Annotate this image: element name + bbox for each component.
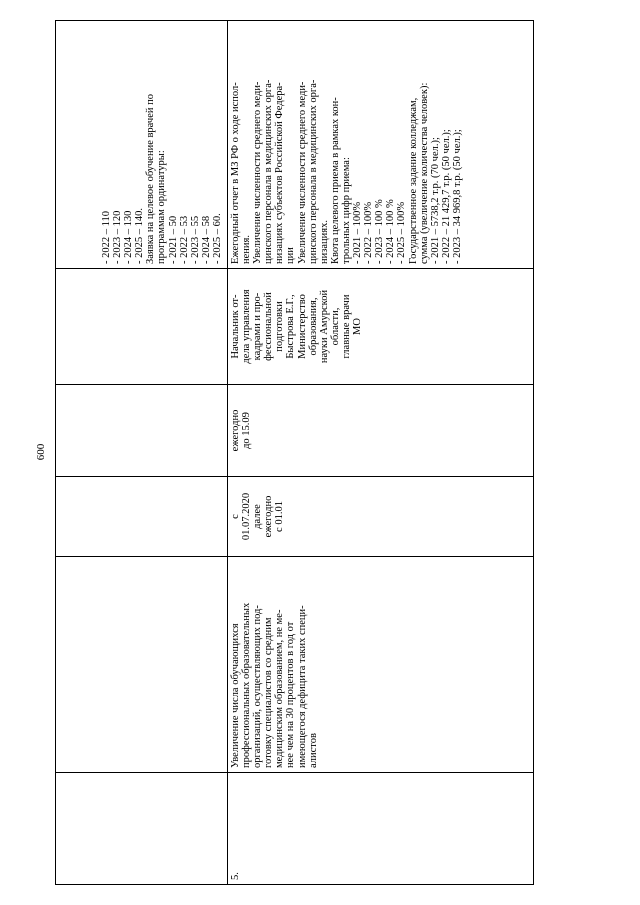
text-line: - 2021 – 5738,2 т.р. (70 чел.); (429, 137, 441, 264)
text-line: сумма (увеличение количества человек): (418, 82, 430, 264)
page-number: 600 (35, 443, 47, 461)
text-line: - 2023 – 100 % (374, 199, 386, 264)
text-line: ежегодно (230, 409, 241, 452)
text-line: - 2021 – 100% (352, 201, 364, 264)
text-line: Начальник от- (230, 294, 241, 359)
text-line: программам ординатуры: (156, 150, 168, 264)
text-line: нения. (241, 235, 253, 264)
text-line: низациях. (318, 220, 330, 264)
text-line: цинского персонала в медицинских орга- (263, 79, 275, 264)
text-line: образования, (307, 297, 319, 356)
text-line: - 2025 – 140. (134, 208, 146, 264)
row-number: 5. (230, 872, 241, 880)
text-line: организаций, осуществляющих под- (252, 605, 264, 768)
text-line: ции (285, 247, 297, 264)
table-border-left (55, 884, 534, 885)
col-divider-1 (55, 772, 534, 773)
text-line: - 2021 – 50 (167, 215, 179, 264)
text-line: Государственное задание колледжам, (407, 97, 419, 264)
text-line: Министерство (296, 294, 308, 359)
text-line: главные врачи (340, 294, 352, 359)
text-line: - 2023 – 55 (189, 215, 201, 264)
text-line: алистов (307, 733, 319, 768)
text-line: науки Амурской (318, 289, 330, 364)
text-line: области, (329, 307, 341, 346)
row2-responsible-cell (228, 269, 533, 384)
text-line: Увеличение численности среднего меди- (252, 81, 264, 264)
text-line: Квота целевого приема в рамках кон- (329, 97, 341, 264)
rotated-table (55, 20, 535, 885)
text-line: Увеличение численности среднего меди- (296, 81, 308, 264)
row2-number-cell (228, 773, 258, 884)
row2-result-cell (228, 21, 533, 268)
text-line: дела управления (241, 289, 253, 364)
text-line: - 2024 – 100 % (385, 199, 397, 264)
text-line: медицинским образованием, не ме- (274, 609, 286, 768)
text-line: низациях субъектов Российской Федера- (274, 82, 286, 264)
text-line: - 2023 – 34 969,8 т.р. (50 чел.); (451, 129, 463, 264)
text-line: - 2022 – 21 429,7 т.р. (50 чел.); (440, 129, 452, 264)
text-line: - 2024 – 130 (123, 210, 135, 264)
text-line: трольных цифр приема: (340, 157, 352, 264)
text-line: имеющегося дефицита таких специ- (296, 605, 308, 768)
text-line: подготовки (274, 301, 286, 352)
text-line: Заявка на целевое обучение врачей по (145, 94, 157, 264)
text-line: - 2022 – 53 (178, 215, 190, 264)
text-line: - 2024 – 58 (200, 215, 212, 264)
text-line: далее (252, 504, 264, 529)
text-line: - 2022 – 110 (101, 211, 112, 264)
text-line: кадрами и про- (252, 292, 264, 361)
text-line: нее чем на 30 процентов в год от (285, 621, 297, 768)
text-line: фессиональной (263, 292, 275, 361)
text-line: с (230, 514, 241, 519)
row2-deadline-cell (228, 385, 533, 476)
text-line: - 2025 – 60. (211, 213, 223, 264)
text-line: профессиональных образовательных (241, 602, 253, 768)
row2-start-cell (228, 477, 533, 556)
table-border-bottom (533, 20, 534, 885)
text-line: до 15.09 (241, 412, 253, 449)
row2-task-cell (228, 557, 533, 772)
text-line: - 2022 – 100% (363, 201, 375, 264)
text-line: с 01.01 (274, 501, 286, 532)
text-line: Ежегодный отчет в МЗ РФ о ходе испол- (230, 82, 241, 264)
text-line: - 2023 – 120 (112, 210, 124, 264)
text-line: Быстрова Е.Г., (285, 294, 297, 359)
text-line: цинского персонала в медицинских орга- (307, 79, 319, 264)
text-line: готовку специалистов со средним (263, 617, 275, 768)
row1-result-cell (56, 21, 227, 268)
text-line: Увеличение числа обучающихся (230, 623, 241, 768)
text-line: ежегодно (263, 495, 275, 538)
text-line: 01.07.2020 (241, 492, 253, 541)
text-line: МО (352, 318, 364, 335)
text-line: - 2025 – 100% (396, 201, 408, 264)
